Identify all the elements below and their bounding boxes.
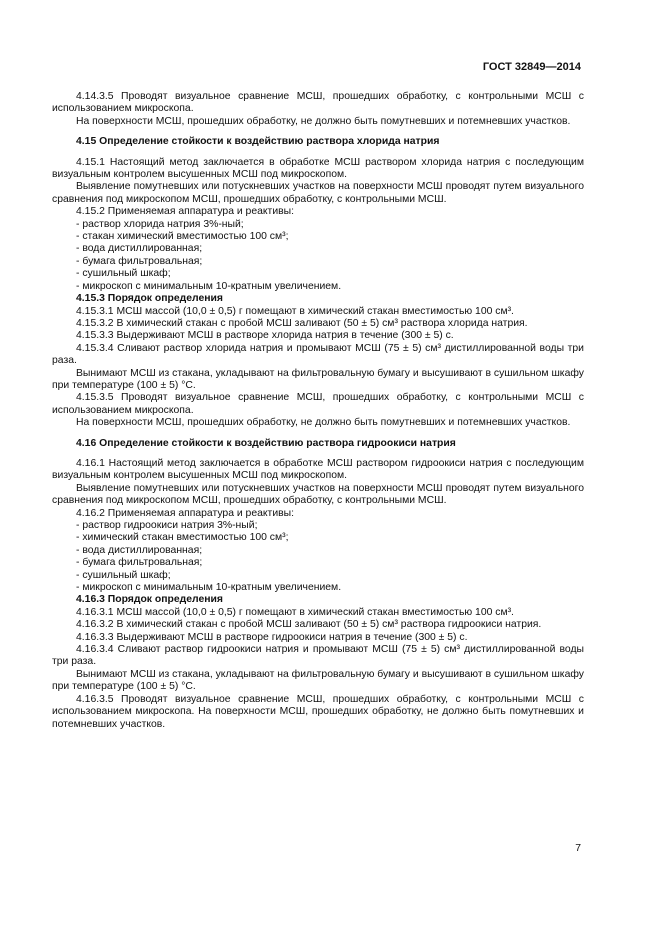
section-heading: 4.15 Определение стойкости к воздействию раствора хлорида натрия (76, 136, 440, 148)
paragraph: Выявление помутневших или потускневших участков на поверхности МСШ проводят путем визуального сравнения под микроскопом МСШ, прошедших обработку, с контрольными МСШ. (52, 181, 584, 205)
document-body (52, 91, 584, 731)
list-item: - бумага фильтровальная; (76, 557, 203, 569)
paragraph: Вынимают МСШ из стакана, укладывают на фильтровальную бумагу и высушивают в сушильном шкафу при температуре (100 ± 5) °С. (52, 668, 584, 693)
list-item: - сушильный шкаф; (76, 268, 171, 280)
paragraph: 4.16.1 Настоящий метод заключается в обработке МСШ раствором гидроокиси натрия с последующим визуальным контролем высушенных МСШ под микроскопом. (52, 457, 584, 482)
paragraph: 4.16.3.3 Выдерживают МСШ в растворе гидроокиси натрия в течение (300 ± 5) с. (76, 631, 468, 643)
list-item: - сушильный шкаф; (76, 569, 171, 581)
paragraph: 4.15.1 Настоящий метод заключается в обработке МСШ раствором хлорида натрия с последующим визуальным контролем высушенных МСШ под микроскопом. (52, 156, 584, 181)
paragraph: 4.16.3.4 Сливают раствор гидроокиси натрия и промывают МСШ (75 ± 5) см³ дистиллированной воды три раза. (52, 644, 584, 668)
list-item: - стакан химический вместимостью 100 см³; (76, 231, 289, 243)
list-item: - раствор гидроокиси натрия 3%-ный; (76, 520, 258, 531)
paragraph: 4.16.3.2 В химический стакан с пробой МСШ заливают (50 ± 5) см³ раствора гидроокиси натрия. (76, 619, 542, 631)
paragraph: 4.15.3.5 Проводят визуальное сравнение МСШ, прошедших обработку, с контрольными МСШ с использованием микроскопа. (52, 392, 584, 416)
paragraph: 4.16.2 Применяемая аппаратура и реактивы: (76, 507, 294, 519)
list-item: - микроскоп с минимальным 10-кратным увеличением. (76, 280, 342, 292)
paragraph: 4.15.3.2 В химический стакан с пробой МСШ заливают (50 ± 5) см³ раствора хлорида натрия. (76, 317, 528, 329)
paragraph: Вынимают МСШ из стакана, укладывают на фильтровальную бумагу и высушивают в сушильном шкафу при температуре (100 ± 5) °С. (52, 367, 584, 391)
paragraph: 4.16.3.1 МСШ массой (10,0 ± 0,5) г помещают в химический стакан вместимостью 100 см³. (76, 606, 514, 618)
paragraph: На поверхности МСШ, прошедших обработку, не должно быть помутневших и потемневших участков. (76, 115, 571, 127)
subsection-heading: 4.15.3 Порядок определения (76, 293, 223, 305)
paragraph: 4.14.3.5 Проводят визуальное сравнение МСШ, прошедших обработку, с контрольными МСШ с использованием микроскопа. (52, 91, 584, 115)
list-item: - вода дистиллированная; (76, 243, 203, 255)
paragraph: 4.15.3.1 МСШ массой (10,0 ± 0,5) г помещают в химический стакан вместимостью 100 см³. (76, 305, 514, 317)
subsection-heading: 4.16.3 Порядок определения (76, 594, 223, 606)
paragraph: 4.15.2 Применяемая аппаратура и реактивы: (76, 206, 294, 218)
paragraph: 4.15.3.3 Выдерживают МСШ в растворе хлорида натрия в течение (300 ± 5) с. (76, 330, 454, 342)
paragraph: Выявление помутневших или потускневших участков на поверхности МСШ проводят путем визуального сравнения под микроскопом МСШ, прошедших обработку, с контрольными МСШ. (52, 482, 584, 507)
paragraph: 4.16.3.5 Проводят визуальное сравнение МСШ, прошедших обработку, с контрольными МСШ с использованием микроскопа. На поверхности МСШ, прошедших обработку, не должно быть помутневших и потемневших участков. (52, 693, 584, 730)
list-item: - бумага фильтровальная; (76, 255, 203, 267)
list-item: - вода дистиллированная; (76, 544, 203, 556)
list-item: - микроскоп с минимальным 10-кратным увеличением. (76, 582, 342, 594)
list-item: - раствор хлорида натрия 3%-ный; (76, 218, 244, 230)
paragraph: 4.15.3.4 Сливают раствор хлорида натрия и промывают МСШ (75 ± 5) см³ дистиллированной воды три раза. (52, 342, 584, 367)
section-heading: 4.16 Определение стойкости к воздействию раствора гидроокиси натрия (76, 437, 456, 449)
paragraph: На поверхности МСШ, прошедших обработку, не должно быть помутневших и потемневших участков. (76, 417, 571, 429)
document-code: ГОСТ 32849—2014 (482, 61, 581, 73)
page-number: 7 (575, 843, 581, 854)
list-item: - химический стакан вместимостью 100 см³; (76, 532, 289, 544)
